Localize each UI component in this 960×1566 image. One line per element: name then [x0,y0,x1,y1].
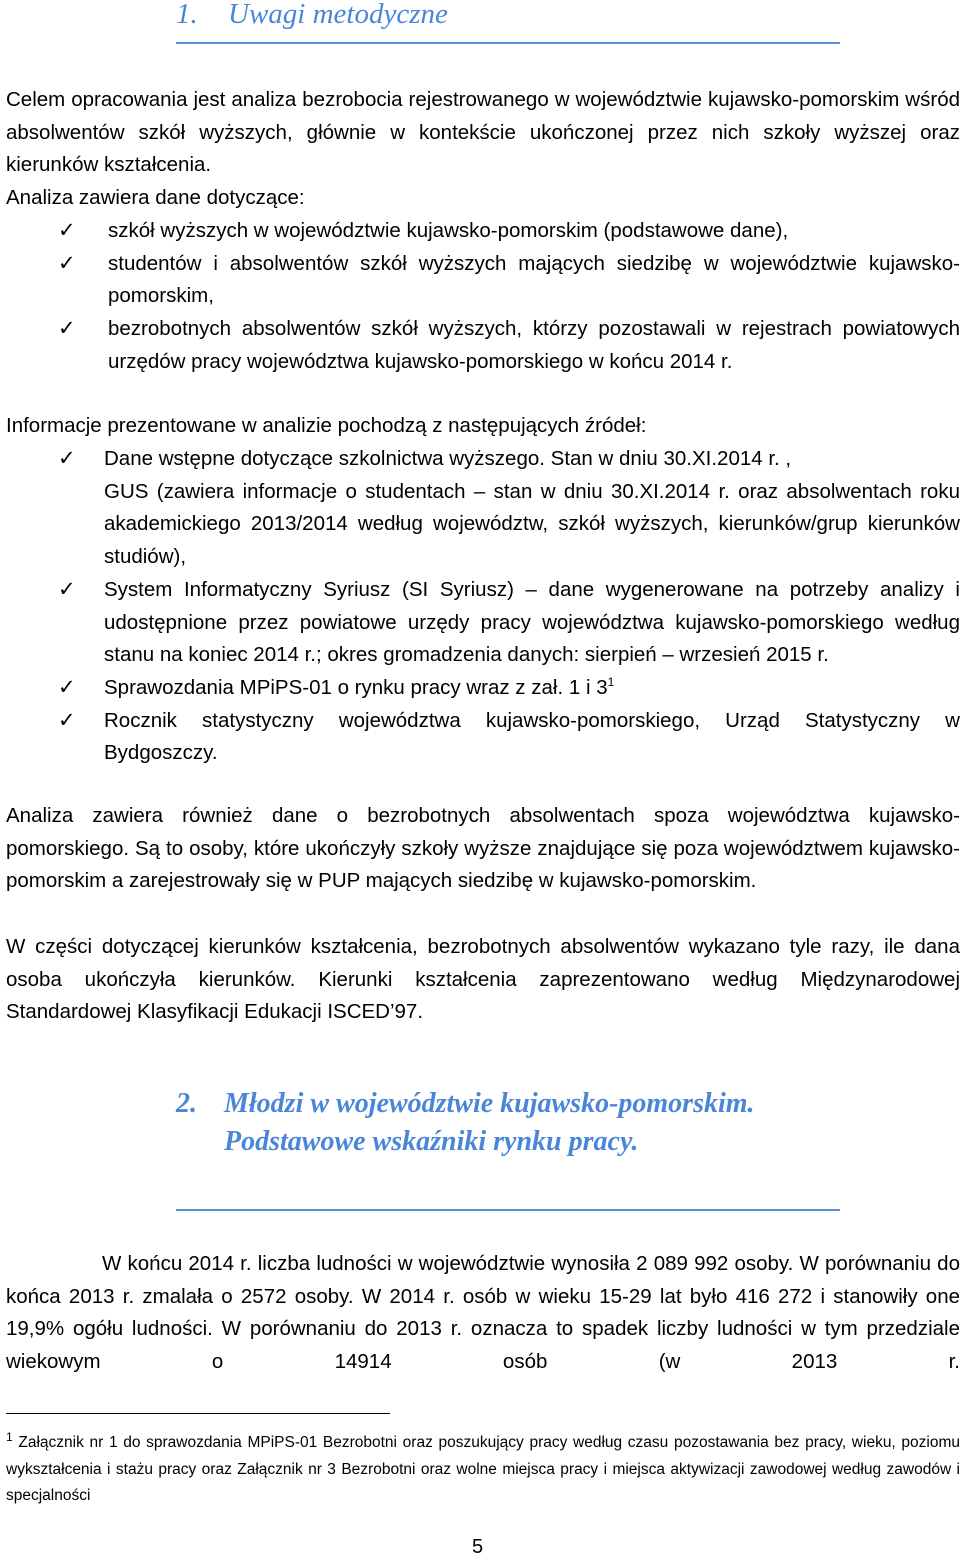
footnote-divider [6,1413,390,1414]
checkmark-icon: ✓ [58,317,76,341]
footnote [6,1430,960,1510]
section-1-heading [176,0,840,44]
footnote-text: Załącznik nr 1 do sprawozdania MPiPS-01 Bezrobotni oraz poszukujący pracy według czasu pozostawania bez pracy, wieku, poziomu wykształcenia i stażu pracy oraz Załącznik nr 3 Bezrobotni oraz wolne miejsca pracy i miejsca aktywizacji zawodowej według zawodów i specjalności [6,1434,960,1504]
checkmark-icon: ✓ [58,708,76,732]
fields-paragraph: W części dotyczącej kierunków kształcenia, bezrobotnych absolwentów wykazano tyle razy, ile dana osoba ukończyła kierunków. Kierunki kształcenia zaprezentowano według Międzynarodowej Standardowej Klasyfikacji Edukacji ISCED’97. [6,935,960,1024]
section-1-title: Uwagi metodyczne [228,0,448,30]
checkmark-icon: ✓ [58,219,76,242]
sources-list [0,443,960,770]
contains-label: Analiza zawiera dane dotyczące: [6,186,305,209]
list-item: ✓ studentów i absolwentów szkół wyższych mających siedzibę w województwie kujawsko-pomorskim, [0,248,960,313]
list-item: ✓ Rocznik statystyczny województwa kujawsko-pomorskiego, Urząd Statystyczny w Bydgoszczy. [0,705,960,770]
page-number: 5 [472,1536,484,1558]
list-item: ✓ Dane wstępne dotyczące szkolnictwa wyższego. Stan w dniu 30.XI.2014 r. , [0,443,960,476]
checkmark-icon: ✓ [58,447,76,470]
population-paragraph: W końcu 2014 r. liczba ludności w województwie wynosiła 2 089 992 osoby. W porównaniu do końca 2013 r. zmalała o 2572 osoby. W 2014 r. osób w wieku 15-29 lat było 416 272 i stanowiły one 19,9% ogółu ludności. W porównaniu do 2013 r. oznacza to spadek liczby ludności w tym przedziale wiekowym o 14914 osób (w 2013 r. [6,1252,960,1374]
footnote-number: 1 [6,1429,13,1444]
list-item: GUS (zawiera informacje o studentach – stan w dniu 30.XI.2014 r. oraz absolwentach roku akademickiego 2013/2014 według województw, szkół wyższych, kierunków/grup kierunków studiów), [104,479,960,569]
checkmark-icon: ✓ [58,251,76,275]
section-2-title: Młodzi w województwie kujawsko-pomorskim. Podstawowe wskaźniki rynku pracy. [224,1088,755,1157]
checkmark-icon: ✓ [58,577,76,601]
footnote-ref[interactable]: 1 [607,675,615,690]
intro-paragraph: Celem opracowania jest analiza bezrobocia rejestrowanego w województwie kujawsko-pomorskim wśród absolwentów szkół wyższych, głównie w kontekście ukończonej przez nich szkoły wyższej oraz kierunków kształcenia. [6,88,960,177]
checkmark-icon: ✓ [58,675,76,699]
list-item: ✓ bezrobotnych absolwentów szkół wyższych, którzy pozostawali w rejestrach powiatowych urzędów pracy województwa kujawsko-pomorskiego w końcu 2014 r. [0,313,960,378]
section-1-number: 1. [176,0,198,30]
section-2-number: 2. [176,1088,197,1119]
list-item: ✓ szkół wyższych w województwie kujawsko-pomorskim (podstawowe dane), [0,215,960,248]
contains-list [0,215,960,379]
list-item: ✓ System Informatyczny Syriusz (SI Syriusz) – dane wygenerowane na potrzeby analizy i udostępnione przez powiatowe urzędy pracy województwa kujawsko-pomorskiego według stanu na koniec 2014 r.; okres gromadzenia danych: sierpień – wrzesień 2015 r. [0,574,960,672]
list-item: ✓ Sprawozdania MPiPS-01 o rynku pracy wraz z zał. 1 i $3^1$ [0,672,960,705]
sources-label: Informacje prezentowane w analizie pochodzą z następujących źródeł: [6,414,647,437]
section-2-heading [176,1085,840,1211]
outside-region-paragraph: Analiza zawiera również dane o bezrobotnych absolwentach spoza województwa kujawsko-pomorskiego. Są to osoby, które ukończyły szkoły wyższe znajdujące się poza województwem kujawsko-pomorskim a zarejestrowały się w PUP mających siedzibę w kujawsko-pomorskim. [6,804,960,893]
